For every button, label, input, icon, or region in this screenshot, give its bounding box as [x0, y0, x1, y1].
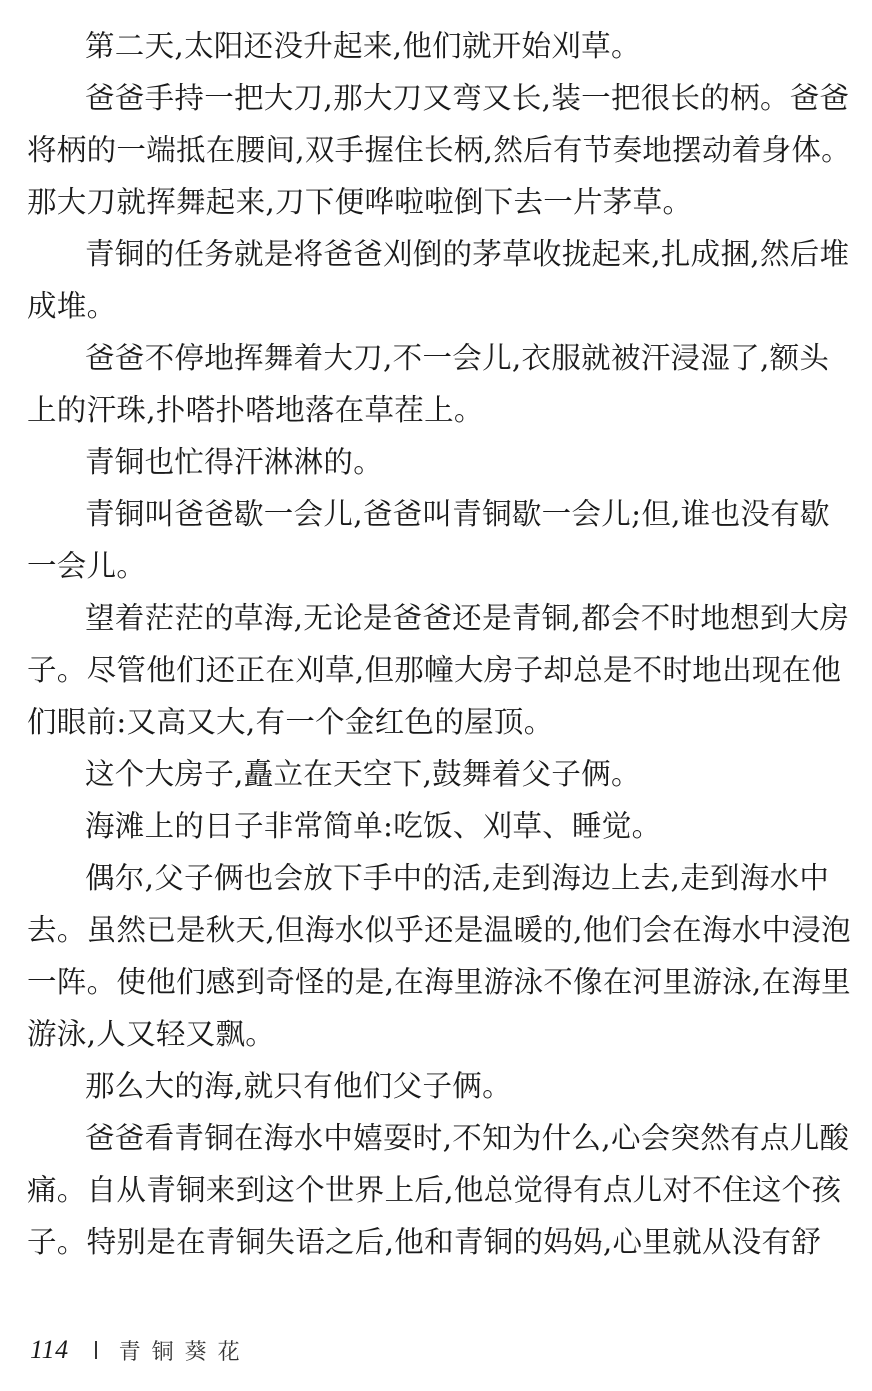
- text-line: 一阵。使他们感到奇怪的是,在海里游泳不像在河里游泳,在海里: [27, 965, 851, 999]
- page-number: 114: [30, 1335, 69, 1364]
- text-line: 那大刀就挥舞起来,刀下便哗啦啦倒下去一片茅草。: [27, 185, 693, 219]
- text-line: 爸爸不停地挥舞着大刀,不一会儿,衣服就被汗浸湿了,额头: [85, 341, 830, 375]
- text-line: 那么大的海,就只有他们父子俩。: [85, 1069, 512, 1103]
- text-line: 望着茫茫的草海,无论是爸爸还是青铜,都会不时地想到大房: [85, 601, 850, 635]
- text-line: 子。尽管他们还正在刈草,但那幢大房子却总是不时地出现在他: [27, 653, 842, 687]
- text-line: 子。特别是在青铜失语之后,他和青铜的妈妈,心里就从没有舒: [27, 1225, 822, 1259]
- text-line: 一会儿。: [27, 549, 147, 583]
- text-line: 偶尔,父子俩也会放下手中的活,走到海边上去,走到海水中: [85, 861, 830, 895]
- text-line: 上的汗珠,扑嗒扑嗒地落在草茬上。: [27, 393, 484, 427]
- text-line: 爸爸手持一把大刀,那大刀又弯又长,装一把很长的柄。爸爸: [85, 81, 850, 115]
- text-line: 第二天,太阳还没升起来,他们就开始刈草。: [85, 29, 641, 63]
- text-line: 游泳,人又轻又飘。: [27, 1017, 276, 1051]
- text-line: 青铜也忙得汗淋淋的。: [85, 445, 384, 479]
- text-line: 痛。自从青铜来到这个世界上后,他总觉得有点儿对不住这个孩: [27, 1173, 842, 1207]
- book-title: 青铜葵花: [118, 1339, 251, 1365]
- text-line: 爸爸看青铜在海水中嬉耍时,不知为什么,心会突然有点儿酸: [85, 1121, 850, 1155]
- text-line: 去。虽然已是秋天,但海水似乎还是温暖的,他们会在海水中浸泡: [27, 913, 851, 947]
- text-line: 们眼前:又高又大,有一个金红色的屋顶。: [27, 705, 554, 739]
- text-line: 将柄的一端抵在腰间,双手握住长柄,然后有节奏地摆动着身体。: [27, 133, 851, 167]
- footer-divider: [95, 1341, 97, 1359]
- text-line: 成堆。: [27, 289, 117, 323]
- text-line: 海滩上的日子非常简单:吃饭、刈草、睡觉。: [85, 809, 662, 843]
- text-line: 青铜的任务就是将爸爸刈倒的茅草收拢起来,扎成捆,然后堆: [85, 237, 850, 271]
- text-line: 青铜叫爸爸歇一会儿,爸爸叫青铜歇一会儿;但,谁也没有歇: [85, 497, 830, 531]
- text-line: 这个大房子,矗立在天空下,鼓舞着父子俩。: [85, 757, 641, 791]
- page-footer: [30, 1332, 251, 1368]
